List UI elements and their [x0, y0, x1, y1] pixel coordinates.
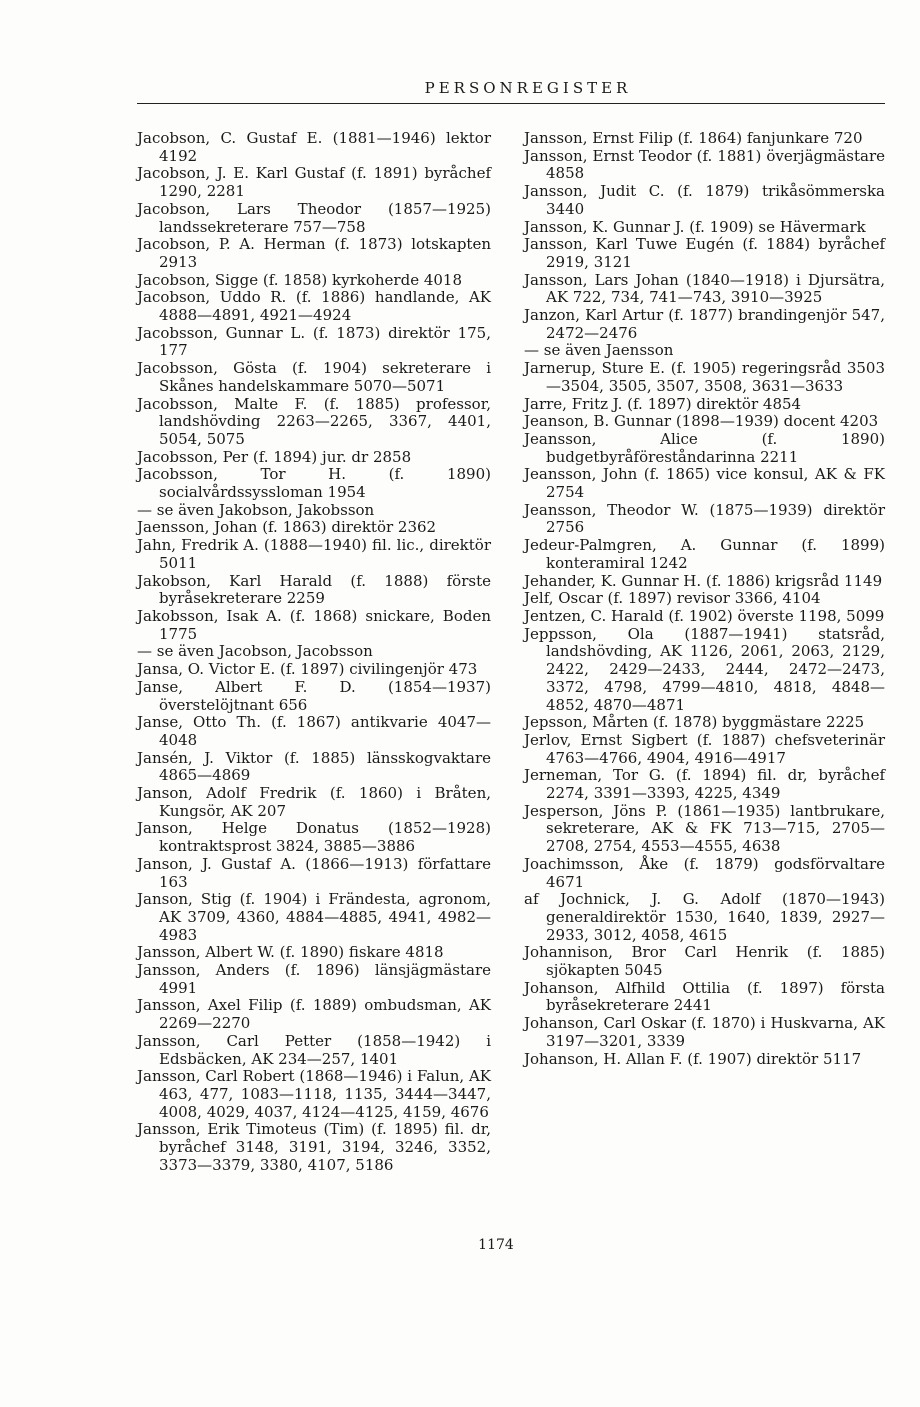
- register-entry: Jelf, Oscar (f. 1897) revisor 3366, 4104: [524, 589, 821, 608]
- register-entry: Jacobsson, Gösta (f. 1904) sekreterare i Skånes handelskammare 5070—5071: [137, 359, 491, 395]
- register-entry: Jacobson, Uddo R. (f. 1886) handlande, AK 4888—4891, 4921—4924: [137, 288, 491, 325]
- register-entry: Jarnerup, Sture E. (f. 1905) regeringsråd 3503—3504, 3505, 3507, 3508, 3631—3633: [524, 359, 885, 395]
- register-entry: Jeansson, Alice (f. 1890) budgetbyråföreståndarinna 2211: [524, 429, 885, 466]
- register-entry: Janse, Albert F. D. (1854—1937) överstelöjtnant 656: [137, 677, 491, 714]
- register-entry: Janson, Stig (f. 1904) i Frändesta, agronom, AK 3709, 4360, 4884—4885, 4941, 4982—4983: [137, 890, 491, 944]
- register-entry: Jacobsson, Malte F. (f. 1885) professor, landshövding 2263—2265, 3367, 4401, 5054, 5075: [137, 394, 491, 448]
- register-entry: Jeanson, B. Gunnar (1898—1939) docent 4203: [524, 412, 879, 431]
- register-entry: Jansson, Carl Robert (1868—1946) i Falun, AK 463, 477, 1083—1118, 1135, 3444—3447, 4008, 4029, 4037, 4124—4125, 4159, 4676: [137, 1067, 491, 1121]
- register-entry: Janzon, Karl Artur (f. 1877) brandingenjör 547, 2472—2476: [524, 306, 885, 342]
- register-entry: Jacobson, Lars Theodor (1857—1925) landssekreterare 757—758: [137, 199, 491, 236]
- register-entry: Jansson, Carl Petter (1858—1942) i Edsbäcken, AK 234—257, 1401: [137, 1031, 491, 1068]
- register-entry: Jacobson, C. Gustaf E. (1881—1946) lektor 4192: [137, 129, 491, 165]
- register-entry: Johannison, Bror Carl Henrik (f. 1885) sjökapten 5045: [524, 943, 885, 980]
- register-entry: af Jochnick, J. G. Adolf (1870—1943) generaldirektör 1530, 1640, 1839, 2927—2933, 3012, 4058, 4615: [524, 890, 885, 944]
- register-entry: Janson, J. Gustaf A. (1866—1913) författare 163: [137, 854, 491, 891]
- register-entry: Johanson, Alfhild Ottilia (f. 1897) första byråsekreterare 2441: [524, 978, 885, 1015]
- register-entry: Jarre, Fritz J. (f. 1897) direktör 4854: [524, 394, 802, 413]
- register-entry: Jansson, Ernst Teodor (f. 1881) överjägmästare 4858: [524, 146, 885, 183]
- register-entry: Jeansson, John (f. 1865) vice konsul, AK & FK 2754: [524, 465, 885, 502]
- register-entry: — se även Jacobson, Jacobsson: [137, 642, 373, 661]
- register-entry: Jacobsson, Gunnar L. (f. 1873) direktör 175, 177: [137, 323, 491, 360]
- register-entry: Janson, Helge Donatus (1852—1928) kontraktsprost 3824, 3885—3886: [137, 819, 491, 856]
- register-entry: Janse, Otto Th. (f. 1867) antikvarie 4047—4048: [137, 713, 491, 749]
- register-entry: — se även Jakobson, Jakobsson: [137, 500, 375, 519]
- register-entry: Jentzen, C. Harald (f. 1902) överste 1198, 5099: [524, 606, 885, 625]
- register-entry: Jehander, K. Gunnar H. (f. 1886) krigsråd 1149: [524, 571, 883, 590]
- register-entry: Jacobson, Sigge (f. 1858) kyrkoherde 4018: [137, 270, 463, 289]
- register-entry: Jahn, Fredrik A. (1888—1940) fil. lic., direktör 5011: [137, 536, 491, 572]
- register-entry: Jerneman, Tor G. (f. 1894) fil. dr, byråchef 2274, 3391—3393, 4225, 4349: [524, 766, 885, 803]
- header-rule: [137, 103, 885, 104]
- register-entry: — se även Jaensson: [524, 341, 674, 360]
- register-entry: Jansson, Lars Johan (1840—1918) i Djursätra, AK 722, 734, 741—743, 3910—3925: [524, 270, 885, 307]
- register-entry: Jansson, Erik Timoteus (Tim) (f. 1895) fil. dr, byråchef 3148, 3191, 3194, 3246, 3352, 3373—3379, 3380, 4107, 5186: [137, 1120, 491, 1174]
- register-entry: Jacobsson, Tor H. (f. 1890) socialvårdssyssloman 1954: [137, 465, 491, 502]
- register-entry: Jakobson, Karl Harald (f. 1888) förste byråsekreterare 2259: [137, 571, 491, 608]
- register-entry: Jeansson, Theodor W. (1875—1939) direktör 2756: [524, 500, 885, 537]
- register-entry: Jeppsson, Ola (1887—1941) statsråd, landshövding, AK 1126, 2061, 2063, 2129, 2422, 2429—2433, 2444, 2472—2473, 3372, 4798, 4799—4810, 4818, 4848—4852, 4870—4871: [524, 624, 885, 714]
- register-entry: Johanson, H. Allan F. (f. 1907) direktör 5117: [524, 1049, 862, 1068]
- register-entry: Jacobson, J. E. Karl Gustaf (f. 1891) byråchef 1290, 2281: [137, 164, 491, 201]
- page-title: PERSONREGISTER: [424, 79, 632, 97]
- register-entry: Jansson, Judit C. (f. 1879) trikåsömmerska 3440: [524, 182, 885, 218]
- page-footer: [0, 1237, 920, 1253]
- left-column: [137, 130, 491, 1174]
- register-entry: Joachimsson, Åke (f. 1879) godsförvaltare 4671: [524, 854, 885, 891]
- register-entry: Jansson, Albert W. (f. 1890) fiskare 4818: [137, 943, 444, 962]
- register-entry: Jacobson, P. A. Herman (f. 1873) lotskapten 2913: [137, 235, 491, 271]
- register-entry: Jansson, Axel Filip (f. 1889) ombudsman, AK 2269—2270: [137, 996, 491, 1033]
- register-entry: Jepsson, Mårten (f. 1878) byggmästare 2225: [524, 713, 865, 732]
- register-entry: Janson, Adolf Fredrik (f. 1860) i Bråten, Kungsör, AK 207: [137, 784, 491, 820]
- page-number: 1174: [478, 1237, 514, 1253]
- register-entry: Jerlov, Ernst Sigbert (f. 1887) chefsveterinär 4763—4766, 4904, 4916—4917: [524, 730, 885, 767]
- register-entry: Jansson, K. Gunnar J. (f. 1909) se Hävermark: [524, 217, 866, 236]
- register-entry: Jakobsson, Isak A. (f. 1868) snickare, Boden 1775: [137, 606, 491, 643]
- register-entry: Jansson, Karl Tuwe Eugén (f. 1884) byråchef 2919, 3121: [524, 235, 885, 271]
- register-entry: Jaensson, Johan (f. 1863) direktör 2362: [137, 518, 437, 537]
- register-entry: Jansson, Ernst Filip (f. 1864) fanjunkare 720: [524, 129, 863, 147]
- register-entry: Jesperson, Jöns P. (1861—1935) lantbrukare, sekreterare, AK & FK 713—715, 2705—2708, 2754, 4553—4555, 4638: [524, 801, 885, 856]
- register-entry: Jacobsson, Per (f. 1894) jur. dr 2858: [137, 447, 412, 466]
- register-entry: Jansson, Anders (f. 1896) länsjägmästare 4991: [137, 961, 491, 997]
- register-entry: Jansén, J. Viktor (f. 1885) länsskogvaktare 4865—4869: [137, 748, 491, 785]
- register-entry: Jedeur-Palmgren, A. Gunnar (f. 1899) konteramiral 1242: [524, 536, 885, 572]
- register-entry: Jansa, O. Victor E. (f. 1897) civilingenjör 473: [137, 660, 478, 679]
- page-header: [0, 79, 920, 97]
- register-entry: Johanson, Carl Oskar (f. 1870) i Huskvarna, AK 3197—3201, 3339: [524, 1014, 885, 1050]
- right-column: [524, 130, 885, 1068]
